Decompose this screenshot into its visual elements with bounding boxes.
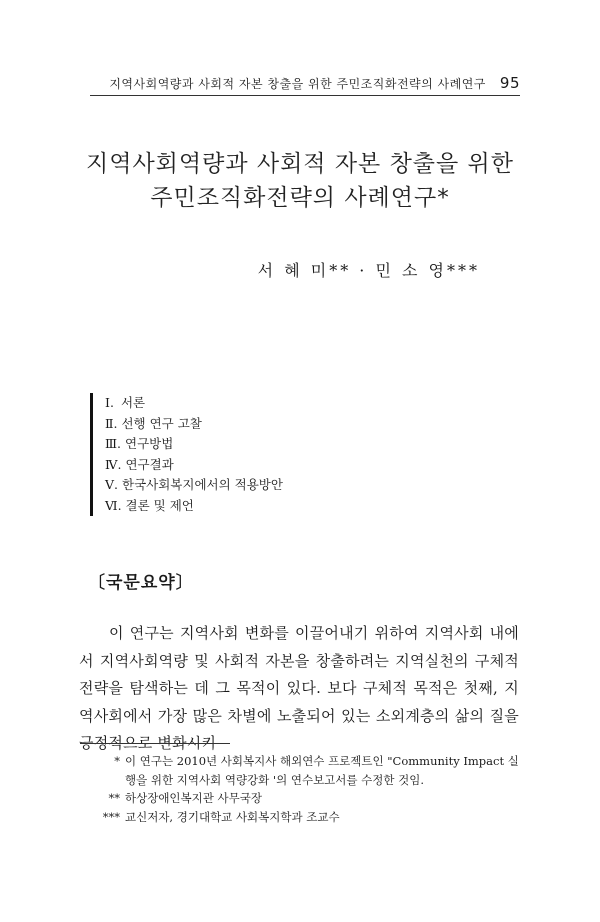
toc-number: Ⅲ. (105, 436, 122, 451)
footnote-text: 하상장애인복지관 사무국장 (125, 791, 262, 805)
footnote-mark: * (114, 754, 120, 768)
footnotes (80, 752, 520, 826)
toc-item (105, 414, 405, 435)
footnote (80, 808, 520, 827)
toc-label: 연구결과 (125, 456, 174, 472)
authors: 서 혜 미** · 민 소 영*** (257, 261, 480, 280)
toc-label: 결론 및 제언 (125, 497, 194, 513)
toc-label: 연구방법 (125, 436, 174, 451)
toc-number: Ⅵ. (105, 497, 122, 513)
footnote-text: 이 연구는 2010년 사회복지사 해외연수 프로젝트인 "Community Impact 실행을 위한 지역사회 역량강화 '의 연수보고서를 수정한 것임. (125, 754, 519, 787)
footnote-divider (80, 743, 230, 744)
footnote-mark: ** (108, 791, 120, 805)
toc-item (105, 475, 405, 496)
toc-number: Ⅴ. (105, 477, 119, 492)
toc-item (105, 393, 405, 414)
paper-title-line-2: 주민조직화전략의 사례연구* (150, 185, 450, 211)
toc-label: 서론 (120, 395, 146, 410)
toc-number: Ⅱ. (105, 415, 118, 431)
paper-title-line-1: 지역사회역량과 사회적 자본 창출을 위한 (86, 151, 514, 177)
running-title: 지역사회역량과 사회적 자본 창출을 위한 주민조직화전략의 사례연구 (109, 77, 486, 91)
footnote (80, 752, 520, 789)
toc-number: Ⅰ. (105, 395, 114, 410)
table-of-contents (90, 393, 405, 516)
toc-label: 한국사회복지에서의 적용방안 (122, 477, 283, 492)
page-number: 95 (499, 74, 520, 92)
toc-item (105, 455, 405, 476)
toc-label: 선행 연구 고찰 (121, 415, 202, 431)
abstract-body: 이 연구는 지역사회 변화를 이끌어내기 위하여 지역사회 내에서 지역사회역량 및 사회적 자본을 창출하려는 지역실천의 구체적 전략을 탐색하는 데 그 목적이 있다. 보다 구체적 목적은 첫째, 지역사회에서 가장 많은 차별에 노출되어 있는 소외계층의 삶의 질을 긍정적으로 변화시키 (79, 624, 519, 752)
footnote-text: 교신저자, 경기대학교 사회복지학과 조교수 (125, 809, 340, 824)
footnote-mark: *** (102, 809, 120, 824)
running-header (90, 70, 520, 96)
footnote (80, 789, 520, 808)
toc-item (105, 434, 405, 455)
toc-number: Ⅳ. (105, 456, 122, 472)
toc-item (105, 496, 405, 517)
abstract-heading: 〔국문요약〕 (88, 573, 194, 593)
